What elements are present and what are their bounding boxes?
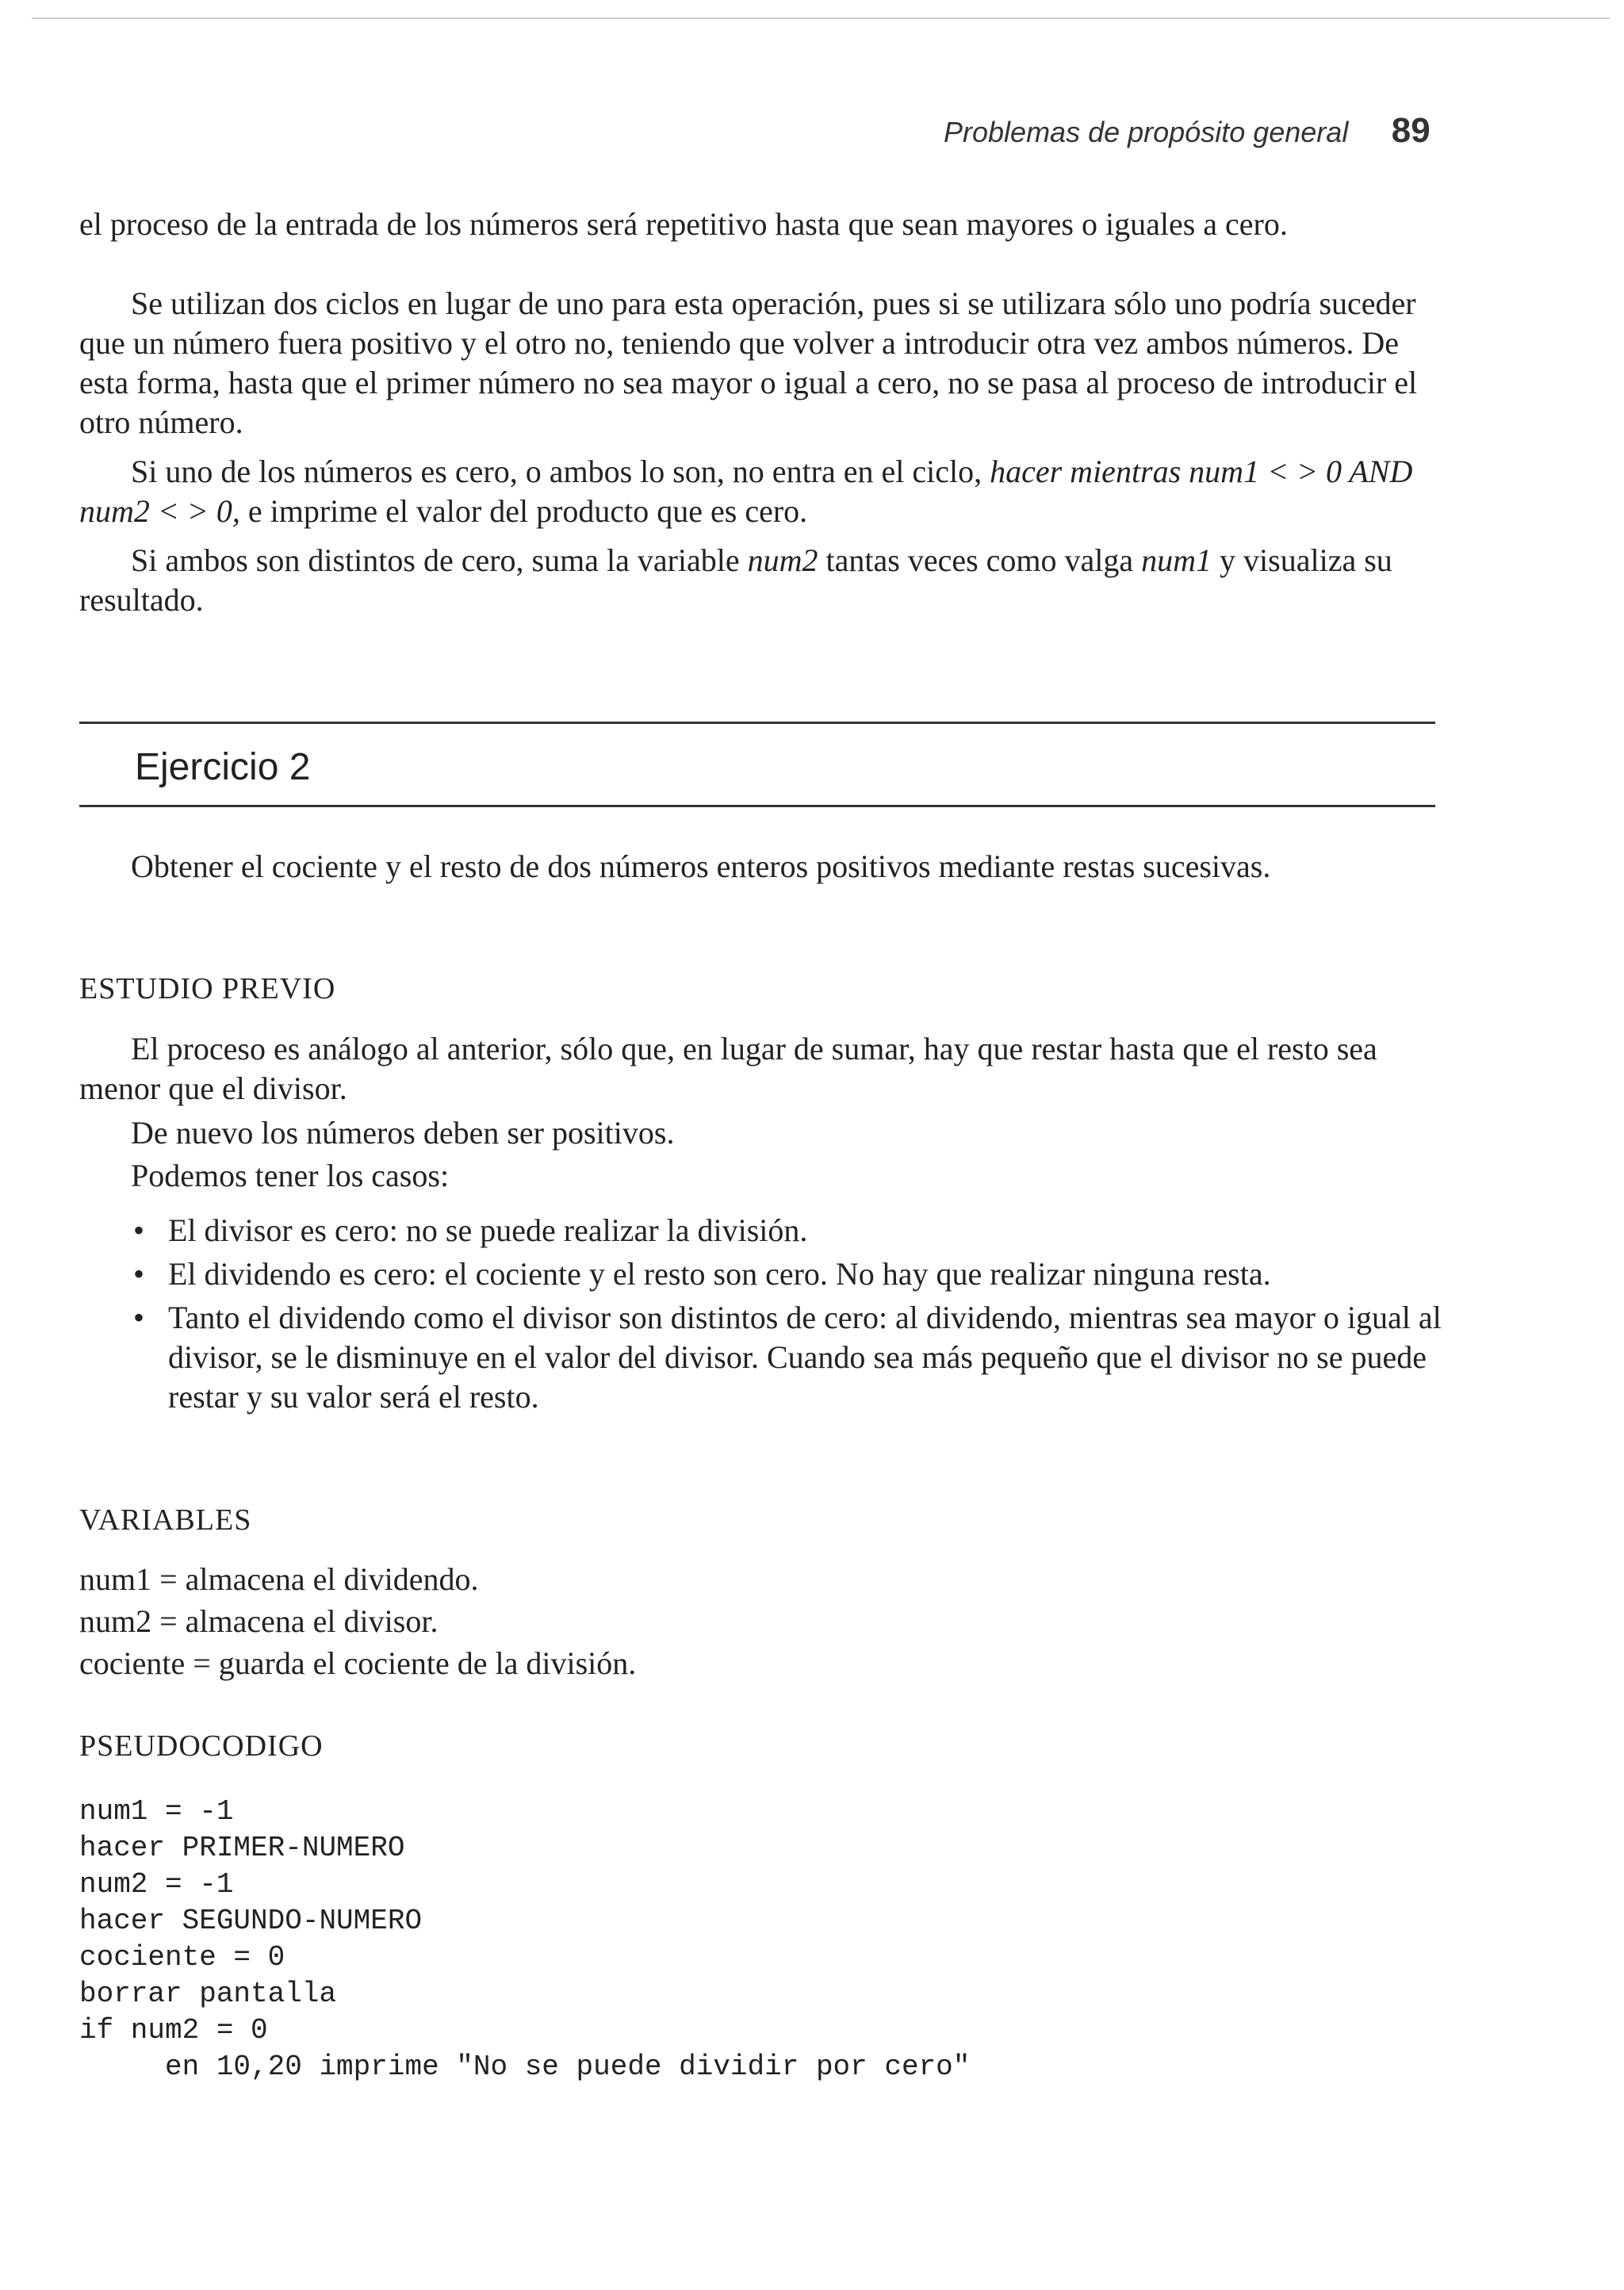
code-line: if num2 = 0 <box>79 2014 268 2047</box>
list-item-text: Tanto el dividendo como el divisor son distintos de cero: al dividendo, mientras sea mayor o igual al divisor, se le disminuye en el valor del divisor. Cuando sea más pequeño que el divisor no se puede restar y su valor será el resto. <box>168 1300 1442 1415</box>
intro-paragraph-1: el proceso de la entrada de los números será repetitivo hasta que sean mayores o iguales a cero. <box>79 206 1288 242</box>
exercise-title: Ejercicio 2 <box>135 746 311 788</box>
intro-p4-text-e: y visualiza su resultado. <box>79 542 1392 618</box>
running-header <box>944 111 1431 151</box>
list-item <box>127 1298 1443 1417</box>
bullet-icon: • <box>133 1300 145 1335</box>
code-line: hacer SEGUNDO-NUMERO <box>79 1905 423 1937</box>
exercise-statement: Obtener el cociente y el resto de dos números enteros positivos mediante restas sucesivas. <box>131 848 1271 884</box>
bullet-icon: • <box>133 1212 145 1248</box>
list-item <box>127 1254 1443 1294</box>
intro-p3-text-c: e imprime el valor del producto que es cero. <box>239 493 808 529</box>
estudio-previo-heading: ESTUDIO PREVIO <box>79 972 336 1005</box>
list-item-text: El divisor es cero: no se puede realizar la división. <box>168 1212 808 1248</box>
variable-num1: num1 = almacena el dividendo. <box>79 1561 479 1597</box>
variable-num2: num2 = almacena el divisor. <box>79 1603 439 1639</box>
code-line: num2 = -1 <box>79 1868 234 1901</box>
estudio-paragraph-3: Podemos tener los casos: <box>131 1158 450 1193</box>
intro-p4-var-num1: num1 <box>1141 542 1212 578</box>
code-line: en 10,20 imprime "No se puede dividir por cero" <box>79 2051 971 2083</box>
intro-paragraph-2: Se utilizan dos ciclos en lugar de uno para esta operación, pues si se utilizara sólo uno podría suceder que un número fuera positivo y el otro no, teniendo que volver a introducir otra vez ambos números. De esta forma, hasta que el primer número no sea mayor o igual a cero, no se pasa al proceso de introducir el otro número. <box>79 285 1418 440</box>
cases-list <box>127 1211 1443 1421</box>
pseudocode-block <box>79 1794 970 2085</box>
variable-cociente: cociente = guarda el cociente de la división. <box>79 1645 637 1681</box>
code-line: num1 = -1 <box>79 1795 234 1828</box>
pseudocodigo-heading: PSEUDOCODIGO <box>79 1729 324 1763</box>
section-top-rule <box>79 722 1435 724</box>
intro-p3-code-phrase: hacer mientras num1 < > 0 AND num2 < > 0, <box>79 454 1413 529</box>
intro-p3-text-a: Si uno de los números es cero, o ambos lo son, no entra en el ciclo, <box>131 454 990 489</box>
intro-p4-var-num2: num2 <box>747 542 818 578</box>
list-item <box>127 1211 1443 1250</box>
code-line: hacer PRIMER-NUMERO <box>79 1832 405 1864</box>
list-item-text: El dividendo es cero: el cociente y el resto son cero. No hay que realizar ninguna resta. <box>168 1256 1271 1292</box>
intro-paragraph-4 <box>79 541 1443 620</box>
running-header-title: Problemas de propósito general <box>944 116 1349 148</box>
page-number: 89 <box>1391 111 1431 150</box>
estudio-paragraph-2: De nuevo los números deben ser positivos. <box>131 1115 675 1151</box>
intro-p4-text-a: Si ambos son distintos de cero, suma la variable <box>131 542 748 578</box>
estudio-paragraph-1: El proceso es análogo al anterior, sólo que, en lugar de sumar, hay que restar hasta que el resto sea menor que el divisor. <box>79 1031 1377 1106</box>
bullet-icon: • <box>133 1256 145 1292</box>
intro-p4-text-c: tantas veces como valga <box>818 542 1142 578</box>
code-line: cociente = 0 <box>79 1941 285 1974</box>
variables-heading: VARIABLES <box>79 1503 252 1537</box>
intro-paragraph-3 <box>79 452 1443 531</box>
section-bottom-rule <box>79 805 1435 807</box>
code-line: borrar pantalla <box>79 1978 337 2010</box>
page-top-edge <box>32 17 1610 19</box>
